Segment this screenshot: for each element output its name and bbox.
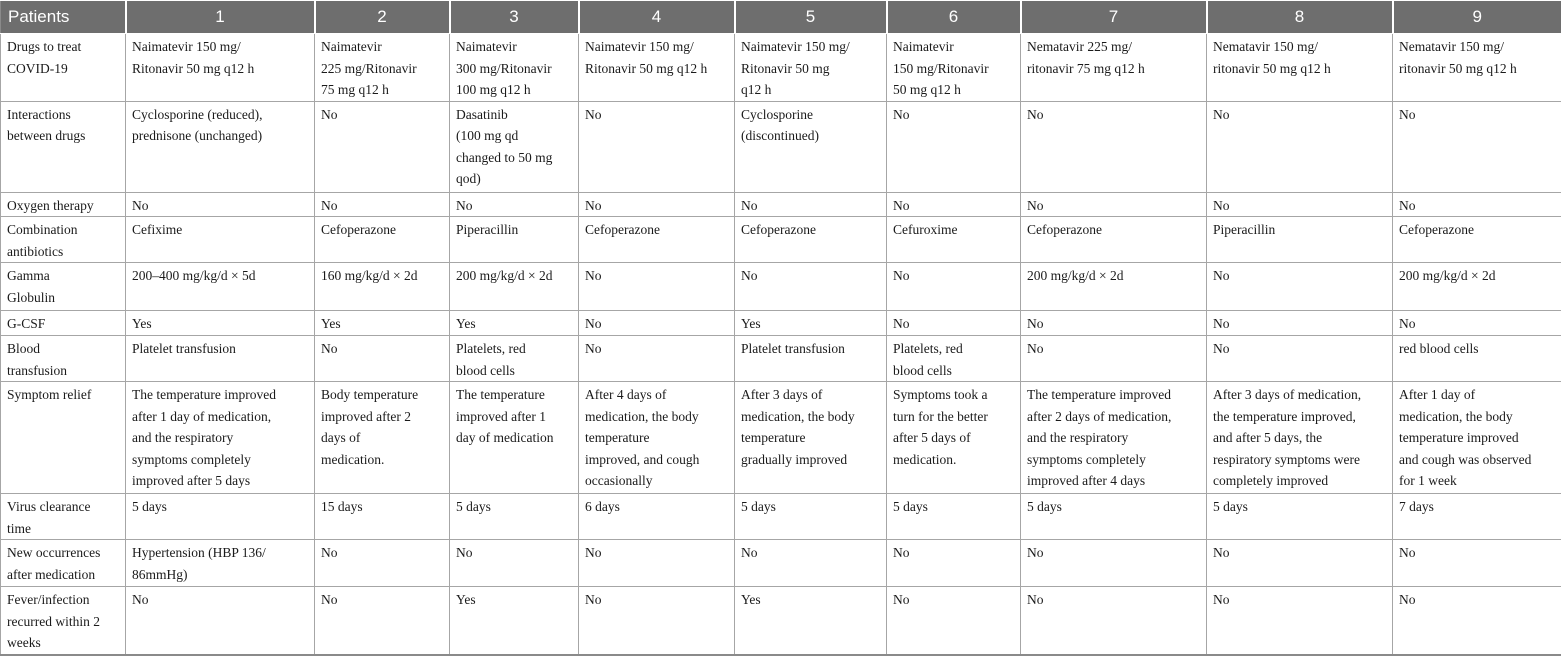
table-cell: No bbox=[1207, 587, 1393, 655]
table-cell: Yes bbox=[450, 311, 579, 336]
table-cell: No bbox=[579, 101, 735, 192]
table-cell: No bbox=[887, 192, 1021, 217]
table-cell: Body temperature improved after 2 days of medication. bbox=[315, 382, 450, 494]
table-cell: No bbox=[315, 587, 450, 655]
table-cell: 5 days bbox=[126, 494, 315, 540]
table-cell: No bbox=[887, 263, 1021, 311]
table-cell: Yes bbox=[735, 311, 887, 336]
table-cell: 200 mg/kg/d × 2d bbox=[450, 263, 579, 311]
table-cell: No bbox=[450, 540, 579, 587]
table-cell: Cefoperazone bbox=[1021, 217, 1207, 263]
table-cell: 200 mg/kg/d × 2d bbox=[1393, 263, 1561, 311]
table-cell: No bbox=[1207, 311, 1393, 336]
table-cell: Yes bbox=[735, 587, 887, 655]
table-cell: Hypertension (HBP 136/ 86mmHg) bbox=[126, 540, 315, 587]
table-cell: No bbox=[1207, 263, 1393, 311]
table-cell: 200–400 mg/kg/d × 5d bbox=[126, 263, 315, 311]
table-cell: Piperacillin bbox=[450, 217, 579, 263]
table-cell: Platelet transfusion bbox=[126, 336, 315, 382]
table-cell: No bbox=[315, 540, 450, 587]
table-cell: Cefuroxime bbox=[887, 217, 1021, 263]
table-cell: No bbox=[1207, 192, 1393, 217]
table-cell: Platelet transfusion bbox=[735, 336, 887, 382]
table-cell: Symptoms took a turn for the better after 5 days of medication. bbox=[887, 382, 1021, 494]
table-cell: No bbox=[126, 587, 315, 655]
table-cell: No bbox=[735, 263, 887, 311]
row-label: Fever/infection recurred within 2 weeks bbox=[1, 587, 126, 655]
table-cell: After 3 days of medication, the temperature improved, and after 5 days, the respiratory symptoms were completely improved bbox=[1207, 382, 1393, 494]
table-cell: No bbox=[887, 311, 1021, 336]
table-row bbox=[1, 192, 1561, 217]
table-cell: 7 days bbox=[1393, 494, 1561, 540]
table-cell: 5 days bbox=[887, 494, 1021, 540]
table-cell: No bbox=[450, 192, 579, 217]
row-label: G-CSF bbox=[1, 311, 126, 336]
table-cell: No bbox=[735, 540, 887, 587]
table-cell: No bbox=[579, 311, 735, 336]
table-cell: Naimatevir 150 mg/ Ritonavir 50 mg q12 h bbox=[735, 34, 887, 102]
table-cell: 5 days bbox=[1021, 494, 1207, 540]
table-row bbox=[1, 34, 1561, 102]
table-cell: No bbox=[1207, 336, 1393, 382]
table-cell: The temperature improved after 1 day of medication bbox=[450, 382, 579, 494]
row-label: Interactions between drugs bbox=[1, 101, 126, 192]
table-cell: 6 days bbox=[579, 494, 735, 540]
table-cell: red blood cells bbox=[1393, 336, 1561, 382]
table-cell: Naimatevir 300 mg/Ritonavir 100 mg q12 h bbox=[450, 34, 579, 102]
table-cell: Yes bbox=[450, 587, 579, 655]
table-cell: Cyclosporine (reduced), prednisone (unchanged) bbox=[126, 101, 315, 192]
table-cell: 160 mg/kg/d × 2d bbox=[315, 263, 450, 311]
table-cell: Platelets, red blood cells bbox=[887, 336, 1021, 382]
table-cell: 5 days bbox=[735, 494, 887, 540]
table-cell: No bbox=[1207, 540, 1393, 587]
table-cell: No bbox=[579, 336, 735, 382]
table-cell: No bbox=[1021, 336, 1207, 382]
row-label: New occurrences after medication bbox=[1, 540, 126, 587]
table-cell: Platelets, red blood cells bbox=[450, 336, 579, 382]
header-row bbox=[1, 1, 1561, 34]
table-cell: Nematavir 225 mg/ ritonavir 75 mg q12 h bbox=[1021, 34, 1207, 102]
table-cell: No bbox=[1393, 311, 1561, 336]
table-cell: No bbox=[579, 540, 735, 587]
table-cell: No bbox=[579, 587, 735, 655]
table-cell: No bbox=[1021, 587, 1207, 655]
table-cell: Dasatinib (100 mg qd changed to 50 mg qod) bbox=[450, 101, 579, 192]
table-cell: No bbox=[315, 336, 450, 382]
header-patient-9: 9 bbox=[1393, 1, 1561, 34]
row-label: Combination antibiotics bbox=[1, 217, 126, 263]
table-cell: Cefoperazone bbox=[735, 217, 887, 263]
row-label: Drugs to treat COVID-19 bbox=[1, 34, 126, 102]
row-label: Blood transfusion bbox=[1, 336, 126, 382]
table-row bbox=[1, 336, 1561, 382]
table-cell: No bbox=[1021, 101, 1207, 192]
table-row bbox=[1, 587, 1561, 655]
row-label: Symptom relief bbox=[1, 382, 126, 494]
table-cell: No bbox=[735, 192, 887, 217]
table-cell: Cefoperazone bbox=[579, 217, 735, 263]
table-cell: No bbox=[887, 101, 1021, 192]
table-cell: No bbox=[1021, 311, 1207, 336]
table-row bbox=[1, 101, 1561, 192]
table-cell: Naimatevir 150 mg/ Ritonavir 50 mg q12 h bbox=[126, 34, 315, 102]
table-cell: No bbox=[1021, 192, 1207, 217]
table-cell: No bbox=[1393, 540, 1561, 587]
table-cell: 5 days bbox=[1207, 494, 1393, 540]
table-cell: The temperature improved after 1 day of medication, and the respiratory symptoms completely improved after 5 days bbox=[126, 382, 315, 494]
table-cell: No bbox=[579, 263, 735, 311]
header-patients: Patients bbox=[1, 1, 126, 34]
table-cell: No bbox=[579, 192, 735, 217]
table-cell: After 1 day of medication, the body temperature improved and cough was observed for 1 week bbox=[1393, 382, 1561, 494]
table-cell: Cefoperazone bbox=[1393, 217, 1561, 263]
table-cell: Nematavir 150 mg/ ritonavir 50 mg q12 h bbox=[1207, 34, 1393, 102]
table-cell: No bbox=[315, 101, 450, 192]
table-cell: No bbox=[1393, 192, 1561, 217]
row-label: Gamma Globulin bbox=[1, 263, 126, 311]
table-row bbox=[1, 382, 1561, 494]
table-cell: Yes bbox=[126, 311, 315, 336]
table-cell: The temperature improved after 2 days of medication, and the respiratory symptoms completely improved after 4 days bbox=[1021, 382, 1207, 494]
header-patient-6: 6 bbox=[887, 1, 1021, 34]
header-patient-7: 7 bbox=[1021, 1, 1207, 34]
table-cell: After 4 days of medication, the body temperature improved, and cough occasionally bbox=[579, 382, 735, 494]
table-cell: Nematavir 150 mg/ ritonavir 50 mg q12 h bbox=[1393, 34, 1561, 102]
table-cell: Naimatevir 225 mg/Ritonavir 75 mg q12 h bbox=[315, 34, 450, 102]
table-cell: Naimatevir 150 mg/Ritonavir 50 mg q12 h bbox=[887, 34, 1021, 102]
header-patient-1: 1 bbox=[126, 1, 315, 34]
header-patient-5: 5 bbox=[735, 1, 887, 34]
table-cell: No bbox=[126, 192, 315, 217]
table-row bbox=[1, 311, 1561, 336]
table-cell: No bbox=[1021, 540, 1207, 587]
header-patient-3: 3 bbox=[450, 1, 579, 34]
table-cell: No bbox=[1207, 101, 1393, 192]
table-row bbox=[1, 540, 1561, 587]
header-patient-2: 2 bbox=[315, 1, 450, 34]
table-cell: Cyclosporine (discontinued) bbox=[735, 101, 887, 192]
table-row bbox=[1, 263, 1561, 311]
table-cell: Yes bbox=[315, 311, 450, 336]
table-cell: 200 mg/kg/d × 2d bbox=[1021, 263, 1207, 311]
table-cell: No bbox=[887, 540, 1021, 587]
table-cell: No bbox=[1393, 101, 1561, 192]
table-cell: Cefixime bbox=[126, 217, 315, 263]
table-cell: 15 days bbox=[315, 494, 450, 540]
table-cell: No bbox=[1393, 587, 1561, 655]
table-cell: After 3 days of medication, the body temperature gradually improved bbox=[735, 382, 887, 494]
header-patient-4: 4 bbox=[579, 1, 735, 34]
table-row bbox=[1, 494, 1561, 540]
header-patient-8: 8 bbox=[1207, 1, 1393, 34]
table-cell: No bbox=[315, 192, 450, 217]
row-label: Virus clearance time bbox=[1, 494, 126, 540]
table-row bbox=[1, 217, 1561, 263]
table-cell: No bbox=[887, 587, 1021, 655]
table-cell: 5 days bbox=[450, 494, 579, 540]
table-cell: Cefoperazone bbox=[315, 217, 450, 263]
table-cell: Piperacillin bbox=[1207, 217, 1393, 263]
row-label: Oxygen therapy bbox=[1, 192, 126, 217]
table-cell: Naimatevir 150 mg/ Ritonavir 50 mg q12 h bbox=[579, 34, 735, 102]
